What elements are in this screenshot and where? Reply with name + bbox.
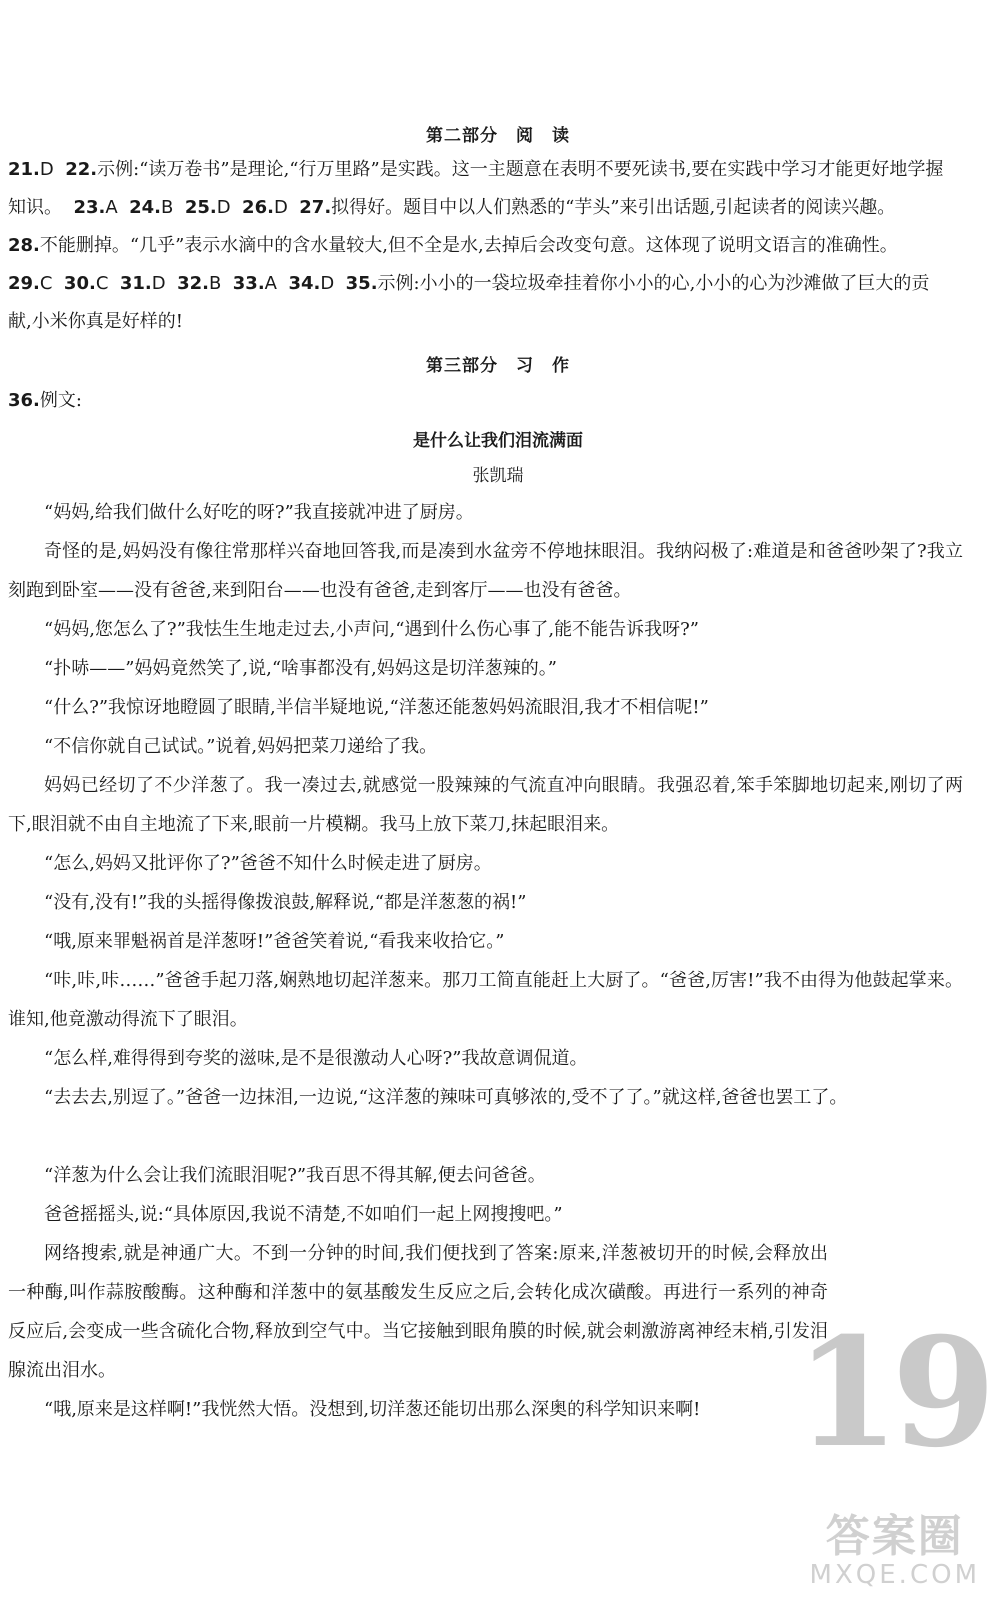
- question-number: 30.: [63, 273, 96, 294]
- example-label: 例文:: [39, 390, 82, 411]
- question-number: 29.: [8, 273, 40, 294]
- question-number: 28.: [8, 235, 40, 256]
- watermark-logo: [810, 1500, 980, 1590]
- question-number: 23.: [73, 197, 106, 218]
- answer-text: 不能删掉。“几乎”表示水滴中的含水量较大,但不全是水,去掉后会改变句意。这体现了说明文语言的准确性。: [39, 235, 898, 256]
- answer: D: [320, 273, 335, 294]
- answer: D: [39, 159, 54, 180]
- watermark-sub: MXQE.COM: [809, 1560, 980, 1590]
- page-number: 19: [795, 1305, 988, 1481]
- question-number: 25.: [184, 197, 217, 218]
- answer-text: 示例:“读万卷书”是理论,“行万里路”是实践。这一主题意在表明不要死读书,要在实践中学习才能更好地学握: [97, 159, 944, 180]
- essay-paragraph: 网络搜索,就是神通广大。不到一分钟的时间,我们便找到了答案:原来,洋葱被切开的时候,会释放出一种酶,叫作蒜胺酸酶。这种酶和洋葱中的氨基酸发生反应之后,会转化成次磺酸。再进行一系列的神奇反应后,会变成一些含硫化合物,释放到空气中。当它接触到眼角膜的时候,就会刺激游离神经末梢,引发泪腺流出泪水。: [8, 1243, 828, 1381]
- answer: D: [216, 197, 231, 218]
- essay-paragraph: “怎么样,难得得到夸奖的滋味,是不是很激动人心呀?”我故意调侃道。: [44, 1048, 588, 1069]
- answer-line-3: [8, 234, 963, 258]
- answer: B: [161, 197, 174, 218]
- essay-paragraph: “哦,原来是这样啊!”我恍然大悟。没想到,切洋葱还能切出那么深奥的科学知识来啊!: [44, 1399, 701, 1420]
- answer: A: [264, 273, 277, 294]
- answer: C: [39, 273, 53, 294]
- essay-paragraph: “什么?”我惊讶地瞪圆了眼睛,半信半疑地说,“洋葱还能葱妈妈流眼泪,我才不相信呢!”: [44, 697, 709, 718]
- part3-heading: 第三部分 习 作: [426, 356, 570, 376]
- essay-paragraph: “没有,没有!”我的头摇得像拨浪鼓,解释说,“都是洋葱葱的祸!”: [44, 892, 527, 913]
- essay-author: 张凯瑞: [472, 466, 524, 486]
- watermark-main: 答案圈: [825, 1511, 964, 1562]
- question-number: 31.: [119, 273, 152, 294]
- question-number: 32.: [177, 273, 209, 294]
- question-number: 27.: [299, 197, 332, 218]
- essay-title: 是什么让我们泪流满面: [413, 431, 583, 451]
- essay-paragraph: 奇怪的是,妈妈没有像往常那样兴奋地回答我,而是凑到水盆旁不停地抹眼泪。我纳闷极了:难道是和爸爸吵架了?我立刻跑到卧室——没有爸爸,来到阳台——也没有爸爸,走到客厅——也没有爸爸。: [8, 541, 963, 601]
- essay-paragraph: “不信你就自己试试。”说着,妈妈把菜刀递给了我。: [44, 736, 438, 757]
- answer: A: [105, 197, 118, 218]
- essay-paragraph: “妈妈,给我们做什么好吃的呀?”我直接就冲进了厨房。: [44, 502, 474, 523]
- essay-paragraph: “哦,原来罪魁祸首是洋葱呀!”爸爸笑着说,“看我来收拾它。”: [44, 931, 505, 952]
- question-number: 33.: [232, 273, 265, 294]
- answer-line-5: 献,小米你真是好样的!: [8, 311, 183, 332]
- answer: C: [95, 273, 109, 294]
- question-number: 35.: [345, 273, 378, 294]
- essay-paragraph: 爸爸摇摇头,说:“具体原因,我说不清楚,不如咱们一起上网搜搜吧。”: [44, 1204, 563, 1225]
- answer-text: 知识。: [8, 197, 62, 218]
- answer: B: [208, 273, 222, 294]
- question-number: 34.: [288, 273, 321, 294]
- answer-text: 示例:小小的一袋垃圾牵挂着你小小的心,小小的心为沙滩做了巨大的贡: [377, 273, 930, 294]
- question-number: 26.: [242, 197, 274, 218]
- essay-paragraph: “去去去,别逗了。”爸爸一边抹泪,一边说,“这洋葱的辣味可真够浓的,受不了了。”就这样,爸爸也罢工了。: [44, 1087, 848, 1108]
- essay-paragraph: 妈妈已经切了不少洋葱了。我一凑过去,就感觉一股辣辣的气流直冲向眼睛。我强忍着,笨手笨脚地切起来,刚切了两下,眼泪就不由自主地流了下来,眼前一片模糊。我马上放下菜刀,抹起眼泪来。: [8, 775, 963, 835]
- part2-heading: 第二部分 阅 读: [426, 126, 570, 146]
- question-number: 36.: [8, 390, 40, 411]
- essay-paragraph: “扑哧——”妈妈竟然笑了,说,“啥事都没有,妈妈这是切洋葱辣的。”: [44, 658, 557, 679]
- answer: D: [273, 197, 288, 218]
- essay-paragraph: “咔,咔,咔……”爸爸手起刀落,娴熟地切起洋葱来。那刀工简直能赶上大厨了。“爸爸,厉害!”我不由得为他鼓起掌来。谁知,他竟激动得流下了眼泪。: [8, 970, 963, 1030]
- question-number: 21.: [8, 159, 40, 180]
- essay-paragraph: “怎么,妈妈又批评你了?”爸爸不知什么时候走进了厨房。: [44, 853, 492, 874]
- answer: D: [151, 273, 166, 294]
- question-number: 24.: [129, 197, 162, 218]
- essay-paragraph: “洋葱为什么会让我们流眼泪呢?”我百思不得其解,便去问爸爸。: [44, 1165, 546, 1186]
- answer-line-2: [8, 196, 963, 220]
- essay-label: [8, 389, 963, 413]
- answer-line-1: [8, 158, 963, 182]
- essay-paragraph: “妈妈,您怎么了?”我怯生生地走过去,小声问,“遇到什么伤心事了,能不能告诉我呀?”: [44, 619, 699, 640]
- question-number: 22.: [65, 159, 98, 180]
- answer-text: 拟得好。题目中以人们熟悉的“芋头”来引出话题,引起读者的阅读兴趣。: [331, 197, 896, 218]
- answer-line-4: [8, 272, 963, 296]
